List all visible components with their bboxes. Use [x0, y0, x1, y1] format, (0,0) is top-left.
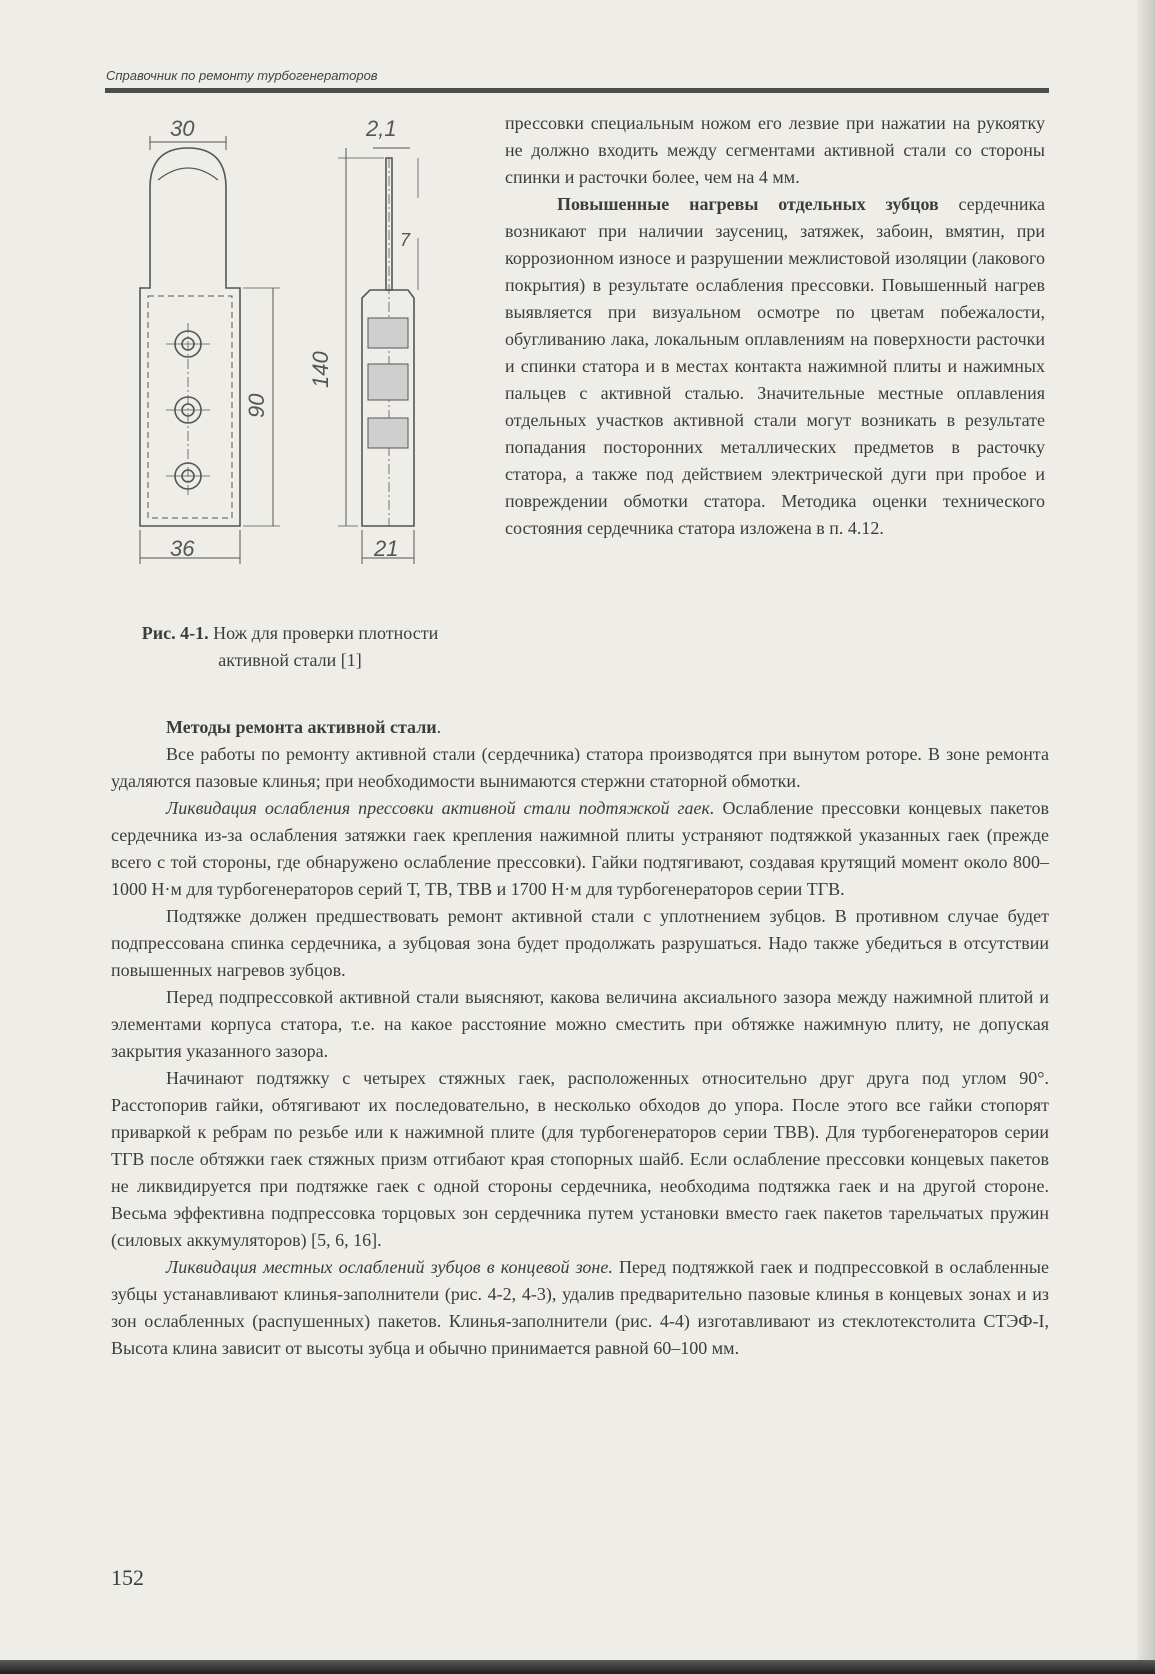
italic-subheading: Ликвидация ослабления прессовки активной стали подтяжкой гаек.	[166, 798, 715, 818]
italic-subheading: Ликвидация местных ослаблений зубцов в концевой зоне.	[166, 1257, 613, 1277]
section-heading-period: .	[436, 717, 442, 737]
dim-label-21: 21	[374, 536, 399, 561]
page-edge-shadow	[1137, 0, 1155, 1674]
caption-text: Нож для проверки плотности активной стали [1]	[213, 623, 439, 670]
figure-knife-drawing	[118, 118, 478, 618]
page-number: 152	[111, 1565, 144, 1590]
paragraph	[111, 1254, 1049, 1362]
paragraph-text: Ослабление прессовки концевых пакетов сердечника из-за ослабления затяжки гаек крепления нажимной плиты устраняют подтяжкой указанных гаек (прежде всего с той стороны, где обнаружено ослабление прессовки). Гайки подтягивают, создавая крутящий момент около 800–1000 Н·м для турбогенераторов серий Т, ТВ, ТВВ и 1700 Н·м для турбогенераторов серии ТГВ.	[111, 798, 1049, 899]
dim-label-90: 90	[244, 393, 269, 418]
dim-label-thickness: 2,1	[366, 118, 397, 141]
figure-caption	[140, 620, 440, 674]
right-column-text	[505, 110, 1045, 542]
dim-label-140: 140	[308, 351, 333, 388]
paragraph: Все работы по ремонту активной стали (сердечника) статора производятся при вынутом роторе. В зоне ремонта удаляются пазовые клинья; при необходимости вынимаются стержни статорной обмотки.	[111, 744, 1049, 791]
paragraph-text: Перед подтяжкой гаек и подпрессовкой в ослабленные зубцы устанавливают клинья-заполнители (рис. 4-2, 4-3), удалив предварительно пазовые клинья в концевых зонах и из зон ослабленных (распушенных) пакетов. Клинья-заполнители (рис. 4-4) изготавливают из стеклотекстолита СТЭФ-I, Высота клина зависит от высоты зубца и обычно принимается равной 60–100 мм.	[111, 1257, 1049, 1358]
paragraph: Начинают подтяжку с четырех стяжных гаек, расположенных относительно друг друга под углом 90°. Расстопорив гайки, обтягивают их последовательно, в несколько обходов до упора. После этого все гайки стопорят приваркой к ребрам по резьбе или к нажимной плите (для турбогенераторов серии ТВВ). Для турбогенераторов серии ТГВ после обтяжки гаек стяжных призм отгибают края стопорных шайб. Если ослабление прессовки концевых пакетов не ликвидируется при подтяжке гаек с одной стороны сердечника, необходима подтяжка гаек и на другой стороне. Весьма эффективна подпрессовка торцовых зон сердечника путем установки вместо гаек пакетов тарельчатых пружин (силовых аккумуляторов) [5, 6, 16].	[111, 1068, 1049, 1250]
dim-label-7: 7	[400, 230, 411, 250]
section-heading-text: Методы ремонта активной стали	[166, 717, 437, 737]
knife-front-view	[140, 136, 280, 564]
paragraph	[505, 191, 1045, 542]
paragraph-text: сердечника возникают при наличии заусениц, затяжек, забоин, вмятин, при коррозионном износе и разрушении межлистовой изоляции (лакового покрытия) в результате ослабления прессовки. Повышенный нагрев выявляется при визуальном осмотре по цветам побежалости, обугливанию лака, локальным оплавлениям на поверхности расточки и спинки статора и в местах контакта нажимной плиты и нажимных пальцев с активной сталью. Значительные местные оплавления отдельных участков активной стали могут возникать в результате попадания посторонних металлических предметов в расточку статора, а также под действием электрической дуги при пробое и повреждении обмотки статора. Методика оценки технического состояния сердечника статора изложена в п. 4.12.	[505, 194, 1045, 538]
knife-technical-drawing	[118, 118, 478, 618]
paragraph: Перед подпрессовкой активной стали выясняют, какова величина аксиального зазора между нажимной плитой и элементами корпуса статора, т.е. на какое расстояние можно сместить при обтяжке нажимную плиту, не допуская закрытия указанного зазора.	[111, 987, 1049, 1061]
paragraph: прессовки специальным ножом его лезвие при нажатии на рукоятку не должно входить между сегментами активной стали со стороны спинки и расточки более, чем на 4 мм.	[505, 113, 1045, 187]
page-bottom-edge	[0, 1660, 1155, 1674]
main-text	[111, 714, 1049, 1362]
paragraph: Подтяжке должен предшествовать ремонт активной стали с уплотнением зубцов. В противном случае будет подпрессована спинка сердечника, а зубцовая зона будет продолжать разрушаться. Надо также убедиться в отсутствии повышенных нагревов зубцов.	[111, 906, 1049, 980]
dim-label-36: 36	[170, 536, 195, 561]
section-heading	[111, 714, 1049, 741]
running-title: Справочник по ремонту турбогенераторов	[106, 68, 378, 83]
knife-side-view	[338, 148, 418, 564]
bold-lead-in: Повышенные нагревы отдельных зубцов	[557, 194, 939, 214]
dim-label-30: 30	[170, 118, 195, 141]
caption-label: Рис. 4-1.	[141, 623, 209, 643]
header-rule	[105, 88, 1049, 93]
paragraph	[111, 795, 1049, 903]
